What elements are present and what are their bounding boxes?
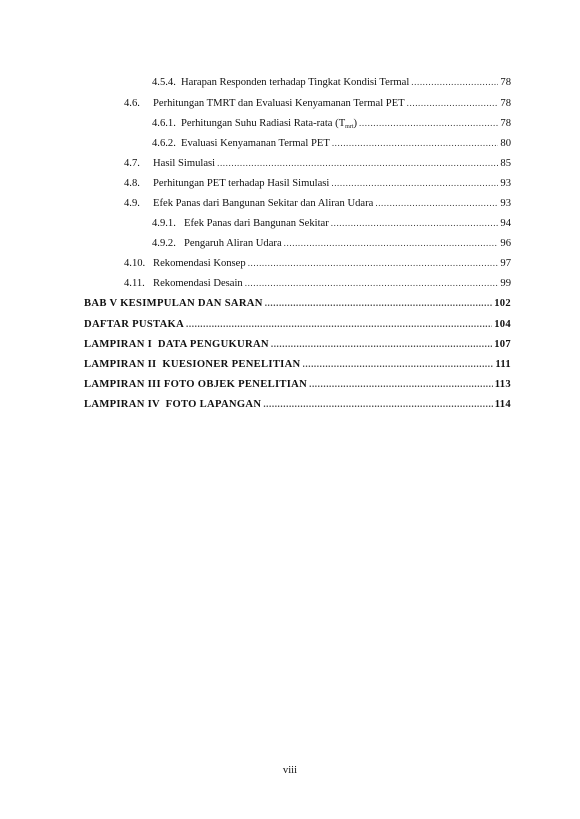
toc-entry-title: LAMPIRAN II KUESIONER PENELITIAN [84, 359, 301, 370]
toc-entry [124, 197, 511, 210]
toc-entry-page: 78 [500, 118, 511, 129]
toc-entry-title-text-end: ) [353, 118, 358, 129]
toc-entry-page: 94 [500, 218, 511, 229]
toc-entry-title: Rekomendasi Konsep [153, 258, 246, 269]
toc-entry [124, 97, 511, 110]
toc-entry-title: Hasil Simulasi [153, 158, 216, 169]
toc-entry-number: 4.10. [124, 258, 146, 269]
toc-chapter-entry [84, 378, 511, 391]
toc-entry-title: Efek Panas dari Bangunan Sekitar [184, 218, 329, 229]
toc-entry-title: BAB V KESIMPULAN DAN SARAN [84, 298, 263, 309]
toc-entry-page: 113 [494, 379, 511, 390]
toc-leader-dots [265, 297, 493, 310]
page-number: viii [282, 765, 298, 776]
toc-entry-number: 4.9.2. [152, 238, 176, 249]
toc-entry [124, 157, 511, 170]
toc-entry-number: 4.6.1. [152, 118, 176, 129]
toc-entry-title: Pengaruh Aliran Udara [184, 238, 282, 249]
toc-entry [152, 217, 511, 230]
toc-entry-title: Evaluasi Kenyamanan Termal PET [181, 138, 330, 149]
toc-entry-number: 4.8. [124, 178, 140, 189]
toc-entry [124, 277, 511, 290]
toc-entry-page: 99 [500, 278, 511, 289]
toc-entry-title: DAFTAR PUSTAKA [84, 319, 185, 330]
toc-entry-title: LAMPIRAN III FOTO OBJEK PENELITIAN [84, 379, 308, 390]
toc-entry-page: 104 [494, 319, 511, 330]
toc-leader-dots [309, 378, 493, 391]
toc-entry-number: 4.5.4. [152, 77, 176, 88]
toc-entry-title: LAMPIRAN IV FOTO LAPANGAN [84, 399, 262, 410]
toc-entry-title: LAMPIRAN I DATA PENGUKURAN [84, 339, 269, 350]
toc-entry-number: 4.7. [124, 158, 140, 169]
toc-entry-title: Perhitungan PET terhadap Hasil Simulasi [153, 178, 330, 189]
toc-entry [152, 117, 511, 134]
toc-entry-title: Rekomendasi Desain [153, 278, 243, 289]
toc-entry-number: 4.9.1. [152, 218, 176, 229]
toc-leader-dots [359, 117, 498, 130]
toc-entry-number: 4.11. [124, 278, 145, 289]
toc-entry [124, 177, 511, 190]
toc-entry-page: 96 [500, 238, 511, 249]
toc-leader-dots [375, 197, 498, 210]
toc-entry-number: 4.6. [124, 98, 140, 109]
toc-chapter-entry [84, 358, 511, 371]
toc-entry [152, 76, 511, 89]
toc-leader-dots [411, 76, 498, 89]
toc-leader-dots [186, 318, 492, 331]
toc-entry-title-text: Perhitungan Suhu Radiasi Rata-rata (T [181, 118, 346, 129]
toc-leader-dots [284, 237, 499, 250]
toc-leader-dots [248, 257, 499, 270]
toc-entry [152, 137, 511, 150]
toc-leader-dots [217, 157, 498, 170]
toc-entry-page: 111 [495, 359, 511, 370]
toc-leader-dots [407, 97, 499, 110]
toc-entry-title: Efek Panas dari Bangunan Sekitar dan Aliran Udara [153, 198, 374, 209]
toc-leader-dots [271, 338, 492, 351]
toc-entry-title: Harapan Responden terhadap Tingkat Kondisi Termal [181, 77, 410, 88]
toc-chapter-entry [84, 338, 511, 351]
toc-leader-dots [245, 277, 499, 290]
toc-entry-page: 107 [494, 339, 511, 350]
toc-entry [124, 257, 511, 270]
toc-entry-title-subscript: mrt [345, 124, 354, 130]
toc-entry-page: 93 [500, 178, 511, 189]
toc-chapter-entry [84, 398, 511, 411]
toc-entry-title: Perhitungan TMRT dan Evaluasi Kenyamanan Termal PET [153, 98, 405, 109]
toc-entry-page: 85 [500, 158, 511, 169]
toc-entry-page: 93 [500, 198, 511, 209]
toc-leader-dots [263, 398, 492, 411]
toc-entry [152, 237, 511, 250]
toc-entry-number: 4.9. [124, 198, 140, 209]
toc-entry-page: 114 [494, 399, 511, 410]
toc-leader-dots [331, 177, 498, 190]
toc-entry-page: 78 [500, 77, 511, 88]
toc-entry-page: 80 [500, 138, 511, 149]
toc-chapter-entry [84, 297, 511, 310]
toc-leader-dots [331, 217, 499, 230]
toc-entry-page: 97 [500, 258, 511, 269]
toc-leader-dots [332, 137, 499, 150]
toc-chapter-entry [84, 318, 511, 331]
toc-entry-page: 102 [494, 298, 511, 309]
toc-entry-page: 78 [500, 98, 511, 109]
toc-entry-title [181, 117, 357, 134]
toc-leader-dots [303, 358, 494, 371]
toc-entry-number: 4.6.2. [152, 138, 176, 149]
